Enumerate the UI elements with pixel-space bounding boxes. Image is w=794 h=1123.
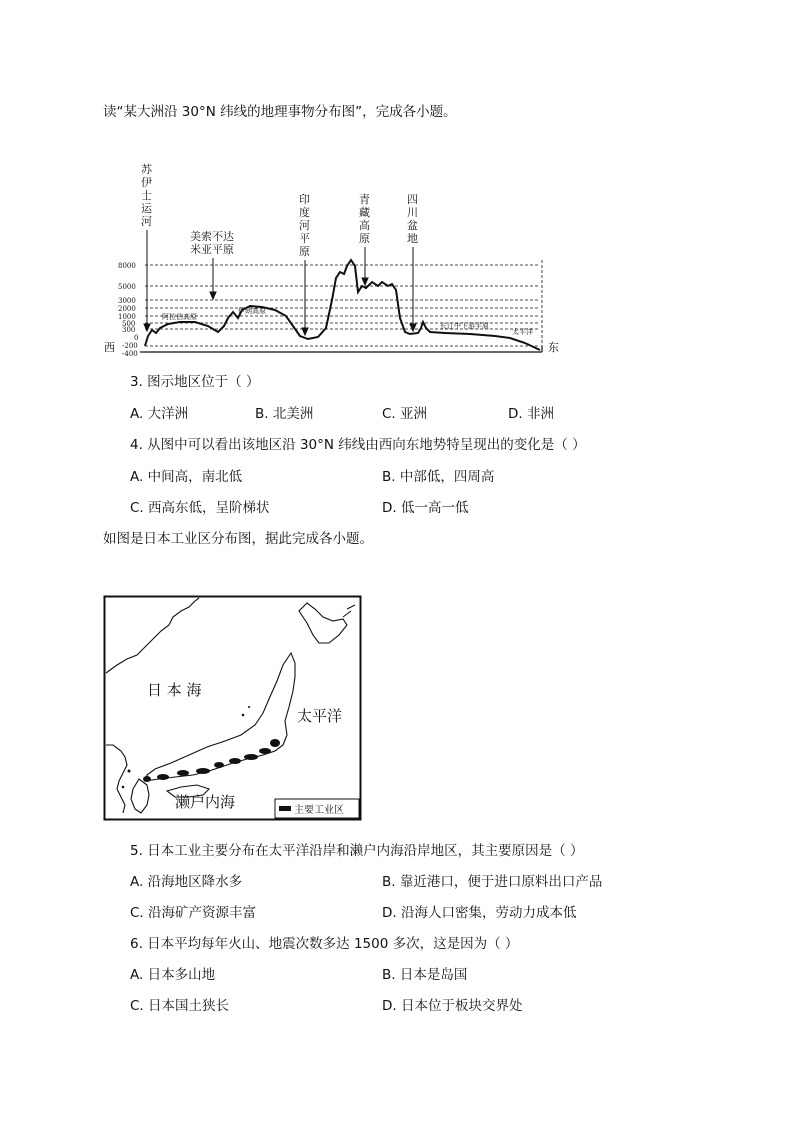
q3-option-c[interactable]: C. 亚洲 bbox=[382, 406, 428, 422]
y-tick: 500 bbox=[122, 320, 136, 328]
sichuan-char: 川 bbox=[407, 206, 418, 219]
q3-option-d[interactable]: D. 非洲 bbox=[508, 406, 554, 422]
y-tick: 300 bbox=[122, 326, 136, 334]
q5-option-a[interactable]: A. 沿海地区降水多 bbox=[130, 874, 243, 890]
y-tick: 5000 bbox=[118, 283, 136, 291]
indus-char: 平 bbox=[299, 232, 310, 245]
baseline-axis bbox=[140, 346, 542, 352]
q4-option-b[interactable]: B. 中部低，四周高 bbox=[382, 469, 495, 485]
label-arabian-plateau: 阿拉伯高原 bbox=[162, 313, 197, 321]
y-tick: 1000 bbox=[118, 313, 136, 321]
meso-line: 美索不达 bbox=[190, 230, 234, 243]
y-tick: 2000 bbox=[118, 305, 136, 313]
y-tick-labels bbox=[118, 262, 138, 358]
map-legend bbox=[275, 799, 359, 818]
indus-char: 河 bbox=[299, 219, 310, 232]
q5-stem: 5. 日本工业主要分布在太平洋沿岸和濑户内海沿岸地区，其主要原因是（ ） bbox=[130, 843, 584, 859]
y-tick: -200 bbox=[122, 342, 138, 350]
q4-option-d[interactable]: D. 低一高一低 bbox=[382, 500, 469, 516]
tibet-char: 藏 bbox=[359, 206, 370, 219]
q4-option-c[interactable]: C. 西高东低，呈阶梯状 bbox=[130, 500, 270, 516]
label-suez-canal bbox=[141, 162, 153, 228]
suez-char: 伊 bbox=[141, 176, 152, 189]
sichuan-char: 盆 bbox=[407, 219, 418, 232]
q4-stem: 4. 从图中可以看出该地区沿 30°N 纬线由西向东地势特呈现出的变化是（ ） bbox=[130, 437, 586, 453]
east-label: 东 bbox=[548, 341, 559, 354]
suez-char: 士 bbox=[141, 189, 152, 202]
q3-stem: 3. 图示地区位于（ ） bbox=[130, 374, 260, 390]
indus-char: 度 bbox=[299, 206, 310, 219]
label-sichuan-basin bbox=[407, 193, 418, 245]
label-yangtze-plain: 长江中下游平原 bbox=[440, 322, 489, 330]
suez-char: 河 bbox=[141, 215, 152, 228]
q6-option-b[interactable]: B. 日本是岛国 bbox=[382, 967, 468, 983]
q3-option-b[interactable]: B. 北美洲 bbox=[255, 406, 314, 422]
legend-label: 主要工业区 bbox=[294, 805, 344, 816]
west-label: 西 bbox=[104, 341, 115, 354]
q6-option-d[interactable]: D. 日本位于板块交界处 bbox=[382, 998, 523, 1014]
tibet-char: 原 bbox=[359, 232, 370, 245]
y-tick: -400 bbox=[122, 350, 138, 358]
terrain-profile-figure bbox=[100, 160, 570, 360]
suez-char: 苏 bbox=[141, 163, 152, 176]
intro-text-1: 读“某大洲沿 30°N 纬线的地理事物分布图”，完成各小题。 bbox=[103, 104, 457, 120]
label-pacific-ocean: 太平洋 bbox=[512, 328, 533, 336]
pacific-ocean-label: 太平洋 bbox=[297, 707, 343, 725]
seto-inland-sea-label: 濑户内海 bbox=[175, 793, 236, 811]
q3-option-a[interactable]: A. 大洋洲 bbox=[130, 406, 189, 422]
terrain-profile-line bbox=[145, 260, 540, 350]
indus-char: 原 bbox=[299, 245, 310, 258]
y-tick: 3000 bbox=[118, 297, 136, 305]
suez-char: 运 bbox=[141, 202, 152, 215]
sichuan-char: 四 bbox=[407, 193, 418, 206]
q5-option-d[interactable]: D. 沿海人口密集，劳动力成本低 bbox=[382, 905, 577, 921]
label-tibet-plateau bbox=[359, 192, 370, 245]
meso-line: 米亚平原 bbox=[190, 243, 234, 256]
q5-option-c[interactable]: C. 沿海矿产资源丰富 bbox=[130, 905, 257, 921]
q4-option-a[interactable]: A. 中间高，南北低 bbox=[130, 469, 243, 485]
label-mesopotamia bbox=[190, 229, 234, 256]
q5-option-b[interactable]: B. 靠近港口，便于进口原料出口产品 bbox=[382, 874, 603, 890]
indus-char: 印 bbox=[299, 193, 310, 206]
label-iranian-plateau: 伊朗高原 bbox=[238, 307, 266, 315]
sichuan-char: 地 bbox=[407, 232, 418, 245]
q6-stem: 6. 日本平均每年火山、地震次数多达 1500 多次，这是因为（ ） bbox=[130, 936, 519, 952]
intro-text-2: 如图是日本工业区分布图，据此完成各小题。 bbox=[103, 531, 373, 547]
sea-of-japan-label: 日 本 海 bbox=[147, 681, 202, 699]
japan-industry-map bbox=[103, 595, 363, 823]
legend-swatch bbox=[279, 806, 291, 811]
q6-option-a[interactable]: A. 日本多山地 bbox=[130, 967, 216, 983]
label-indus-plain bbox=[299, 193, 310, 258]
y-tick: 0 bbox=[134, 334, 139, 342]
y-tick: 8000 bbox=[118, 262, 136, 270]
tibet-char: 高 bbox=[359, 219, 370, 232]
tibet-char: 青 bbox=[359, 193, 370, 206]
q6-option-c[interactable]: C. 日本国土狭长 bbox=[130, 998, 230, 1014]
